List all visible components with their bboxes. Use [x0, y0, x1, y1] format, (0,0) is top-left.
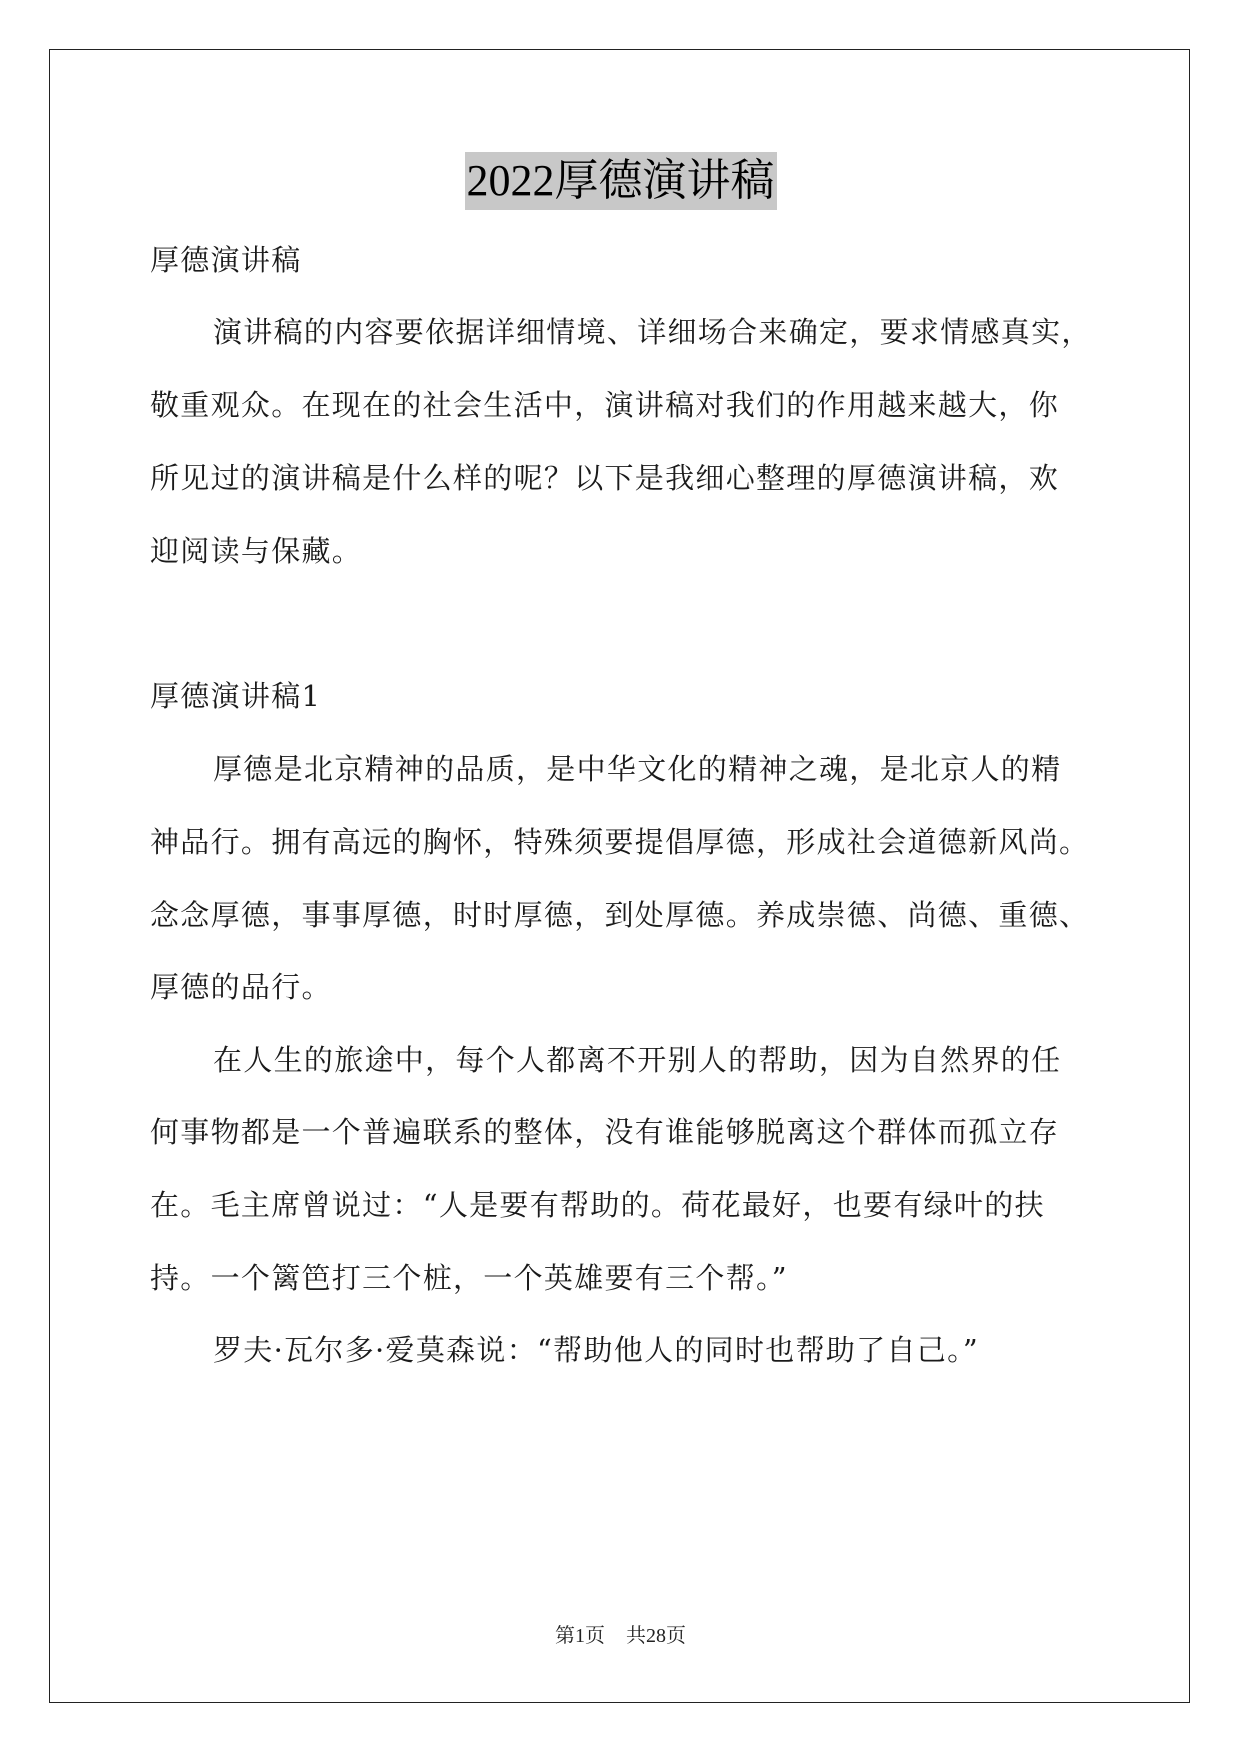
- page-number: 第1页: [555, 1625, 605, 1647]
- paragraph-line: 在。毛主席曾说过：“人是要有帮助的。荷花最好，也要有绿叶的扶: [150, 1188, 1045, 1222]
- paragraph-line: 在人生的旅途中，每个人都离不开别人的帮助，因为自然界的任: [213, 1043, 1062, 1077]
- section-heading: 厚德演讲稿: [150, 243, 302, 277]
- paragraph-line: 神品行。拥有高远的胸怀，特殊须要提倡厚德，形成社会道德新风尚。: [150, 825, 1090, 859]
- paragraph-line: 迎阅读与保藏。: [150, 534, 363, 568]
- page-total: 共28页: [626, 1625, 686, 1647]
- paragraph-line: 持。一个篱笆打三个桩，一个英雄要有三个帮。”: [150, 1261, 788, 1295]
- title-container: [0, 152, 1241, 210]
- paragraph-line: 厚德是北京精神的品质，是中华文化的精神之魂，是北京人的精: [213, 752, 1062, 786]
- paragraph-line: 何事物都是一个普遍联系的整体，没有谁能够脱离这个群体而孤立存: [150, 1115, 1060, 1149]
- paragraph-line: 敬重观众。在现在的社会生活中，演讲稿对我们的作用越来越大，你: [150, 388, 1060, 422]
- page-border: [49, 49, 1190, 1703]
- paragraph-line: 演讲稿的内容要依据详细情境、详细场合来确定，要求情感真实，: [213, 315, 1092, 349]
- paragraph-line: 厚德的品行。: [150, 970, 332, 1004]
- page-footer: [0, 1619, 1241, 1648]
- paragraph-line: 念念厚德，事事厚德，时时厚德，到处厚德。养成崇德、尚德、重德、: [150, 898, 1090, 932]
- section-heading: 厚德演讲稿1: [150, 679, 322, 713]
- paragraph-line: 所见过的演讲稿是什么样的呢？以下是我细心整理的厚德演讲稿，欢: [150, 461, 1060, 495]
- document-title: 2022厚德演讲稿: [465, 152, 777, 210]
- paragraph-line: 罗夫·瓦尔多·爱莫森说：“帮助他人的同时也帮助了自己。”: [213, 1333, 979, 1367]
